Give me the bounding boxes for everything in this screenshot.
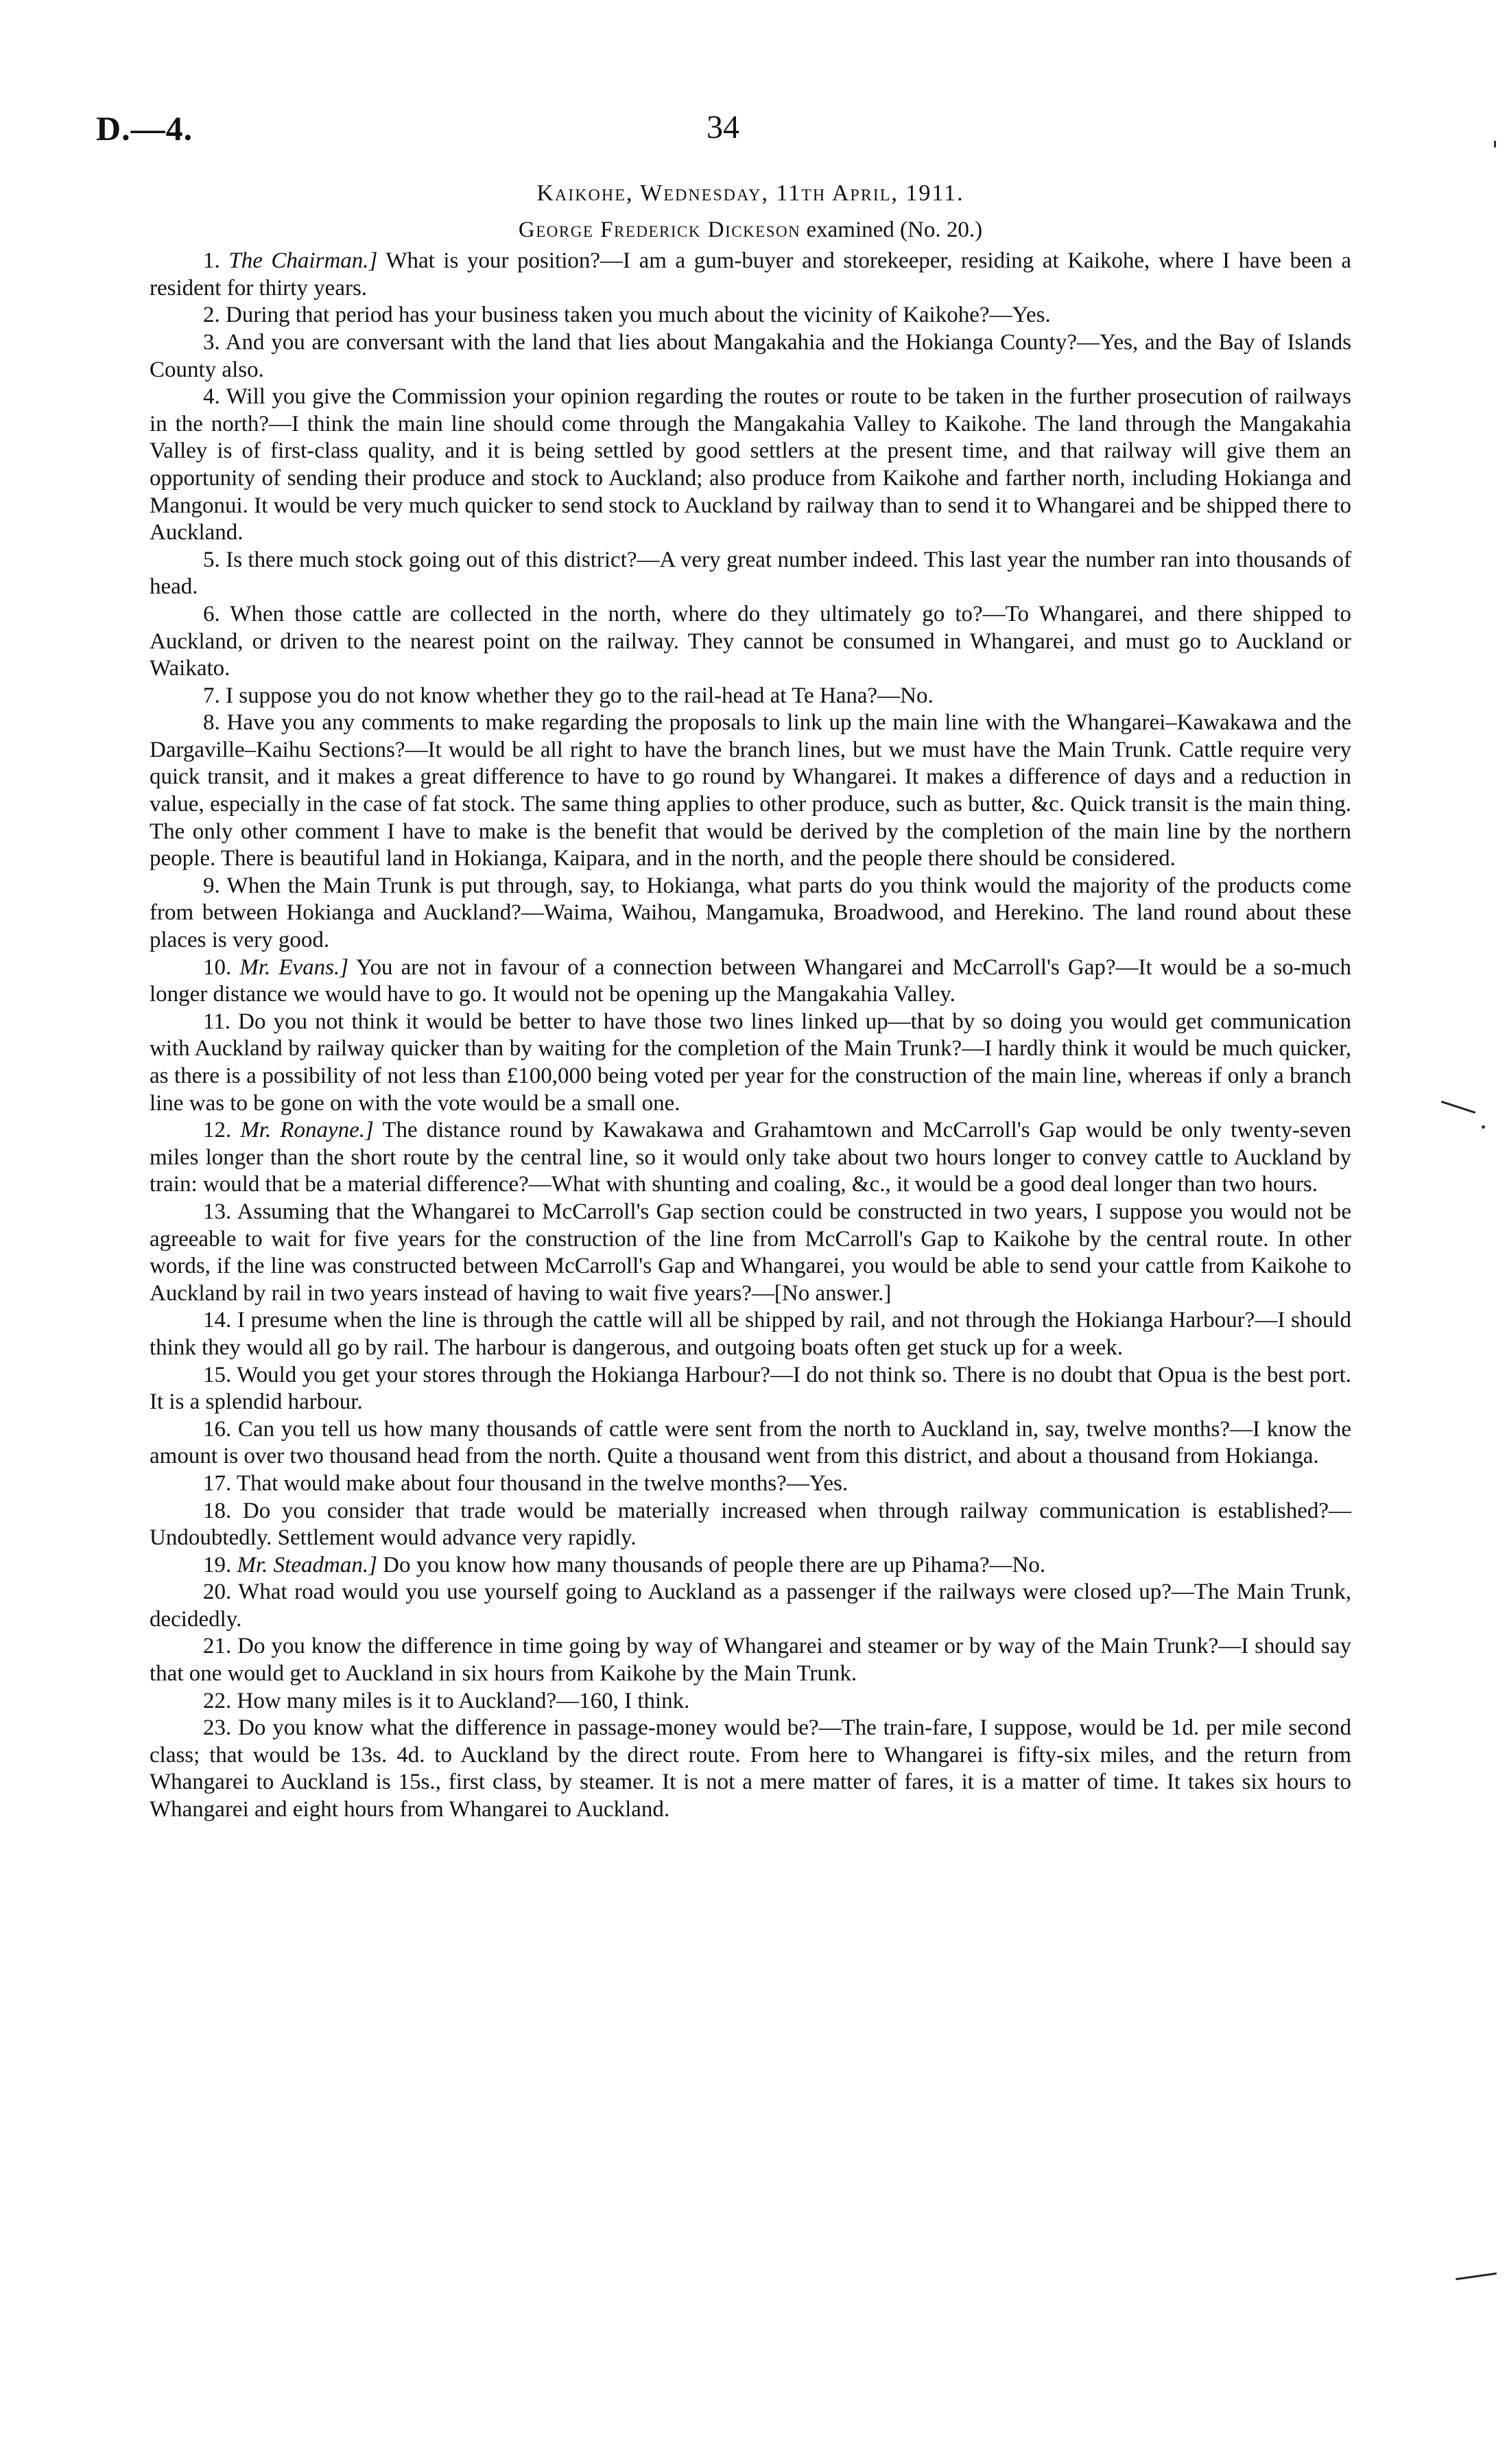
question-paragraph <box>150 1416 1351 1470</box>
question-number: 22. <box>203 1688 232 1713</box>
question-paragraph <box>150 1498 1351 1552</box>
question-text: And you are conversant with the land that lies about Mangakahia and the Hokianga County?—Yes, and the Bay of Islands County also. <box>150 329 1351 382</box>
margin-dot <box>1482 1125 1485 1129</box>
question-number: 9. <box>203 873 220 898</box>
question-number: 4. <box>203 384 220 410</box>
question-number: 20. <box>203 1580 232 1605</box>
question-paragraph <box>150 1633 1351 1687</box>
question-text: Assuming that the Whangarei to McCarroll's Gap section could be constructed in two years, I suppose you would not be agreeable to wait for five years for the construction of the line from McCarroll's Gap to Kaikohe by the central route. In other words, if the line was constructed between McCarroll's Gap and Whangarei, you would be able to send your cattle from Kaikohe to Auckland by rail in two years instead of having to wait five years?—[No answer.] <box>150 1199 1351 1306</box>
dateline: Kaikohe, Wednesday, 11th April, 1911. <box>536 180 964 206</box>
question-number: 19. <box>203 1552 232 1577</box>
question-paragraph <box>150 1199 1351 1307</box>
question-text: Do you know the difference in time going by way of Whangarei and steamer or by way of the Main Trunk?—I should say that one would get to Auckland in six hours from Kaikohe by the Main Trunk. <box>150 1634 1351 1687</box>
question-number: 11. <box>203 1009 231 1034</box>
question-text: Have you any comments to make regarding the proposals to link up the main line with the Whangarei–Kawakawa and the Dargaville–Kaihu Sections?—It would be all right to have the branch lines, but we must have the Main Trunk. Cattle require very quick transit, and it makes a great difference to have to go round by Whangarei. It makes a difference of days and a reduction in value, especially in the case of fat stock. The same thing applies to other produce, such as butter, &c. Quick transit is the main thing. The only other comment I have to make is the benefit that would be derived by the completion of the main line by the northern people. There is beautiful land in Hokianga, Kaipara, and in the north, and the people there should be considered. <box>150 710 1351 871</box>
question-text: Do you know what the difference in passage-money would be?—The train-fare, I suppose, would be 1d. per mile second class; that would be 13s. 4d. to Auckland by the direct route. From here to Whangarei is fifty-six miles, and the return from Whangarei to Auckland is 15s., first class, by steamer. It is not a mere matter of fares, it is a matter of time. It takes six hours to Whangarei and eight hours from Whangarei to Auckland. <box>150 1715 1352 1822</box>
speaker-label: Mr. Ronayne.] <box>240 1118 374 1143</box>
question-number: 7. <box>203 683 220 708</box>
question-paragraph <box>150 1362 1351 1416</box>
question-text: How many miles is it to Auckland?—160, I think. <box>237 1688 690 1713</box>
question-paragraph <box>150 248 1351 302</box>
question-paragraph <box>150 329 1351 384</box>
speaker-label: Mr. Evans.] <box>239 954 349 980</box>
question-number: 23. <box>203 1715 232 1741</box>
question-number: 5. <box>203 547 220 572</box>
speaker-label: Mr. Steadman.] <box>237 1552 377 1577</box>
question-paragraph <box>150 1715 1351 1823</box>
question-number: 1. <box>203 248 220 274</box>
question-paragraph <box>150 302 1351 329</box>
question-number: 17. <box>203 1470 232 1496</box>
question-number: 21. <box>203 1634 232 1659</box>
witness-name: George Frederick Dickeson <box>518 217 801 242</box>
question-text: You are not in favour of a connection between Whangarei and McCarroll's Gap?—It would be a so-much longer distance we would have to go. It would not be opening up the Mangakahia Valley. <box>150 954 1351 1007</box>
question-paragraph <box>150 954 1351 1009</box>
question-paragraph <box>150 709 1351 873</box>
question-text: Do you know how many thousands of people there are up Pihama?—No. <box>383 1552 1046 1577</box>
question-text: That would make about four thousand in the twelve months?—Yes. <box>236 1470 849 1496</box>
document-body <box>150 180 1351 1824</box>
question-list <box>150 248 1351 1823</box>
question-number: 16. <box>203 1416 232 1442</box>
question-number: 12. <box>203 1118 232 1143</box>
question-paragraph <box>150 873 1351 954</box>
question-text: When those cattle are collected in the north, where do they ultimately go to?—To Whangarei, and there shipped to Auckland, or driven to the nearest point on the railway. They cannot be consumed in Whangarei, and must go to Auckland or Waikato. <box>150 601 1352 681</box>
question-number: 8. <box>203 710 220 736</box>
question-text: Do you consider that trade would be materially increased when through railway communication is established?—Undoubtedly. Settlement would advance very rapidly. <box>150 1498 1352 1551</box>
question-text: Would you get your stores through the Hokianga Harbour?—I do not think so. There is no doubt that Opua is the best port. It is a splendid harbour. <box>150 1362 1351 1415</box>
question-number: 13. <box>203 1199 232 1224</box>
question-number: 14. <box>203 1308 232 1333</box>
page-number: 34 <box>707 109 739 145</box>
document-reference: D.—4. <box>96 109 193 148</box>
question-paragraph <box>150 547 1351 601</box>
examined-label: examined <box>806 217 894 242</box>
question-paragraph <box>150 1688 1351 1715</box>
question-number: 18. <box>203 1498 232 1523</box>
question-paragraph <box>150 1552 1351 1580</box>
question-text: Will you give the Commission your opinion regarding the routes or route to be taken in the further prosecution of railways in the north?—I think the main line should come through the Mangakahia Valley to Kaikohe. The land through the Mangakahia Valley is of first-class quality, and it is being settled by good settlers at the present time, and that railway will give them an opportunity of sending their produce and stock to Auckland; also produce from Kaikohe and farther north, including Hokianga and Mangonui. It would be very much quicker to send stock to Auckland by railway than to send it to Whangarei and be shipped there to Auckland. <box>150 384 1351 545</box>
question-number: 2. <box>203 303 220 328</box>
question-text: What road would you use yourself going to Auckland as a passenger if the railways were closed up?—The Main Trunk, decidedly. <box>150 1580 1351 1632</box>
question-paragraph <box>150 1307 1351 1361</box>
witness-number: (No. 20.) <box>900 217 983 242</box>
question-number: 3. <box>203 329 220 355</box>
question-paragraph <box>150 601 1351 683</box>
margin-mark <box>1441 1101 1475 1114</box>
question-text: Is there much stock going out of this district?—A very great number indeed. This last year the number ran into thousands of head. <box>150 547 1351 600</box>
question-paragraph <box>150 1579 1351 1633</box>
question-text: During that period has your business taken you much about the vicinity of Kaikohe?—Yes. <box>226 303 1051 328</box>
question-paragraph <box>150 384 1351 547</box>
question-paragraph <box>150 1117 1351 1199</box>
question-paragraph <box>150 683 1351 710</box>
question-number: 10. <box>203 954 232 980</box>
question-text: When the Main Trunk is put through, say, to Hokianga, what parts do you think would the majority of the products come from between Hokianga and Auckland?—Waima, Waihou, Mangamuka, Broadwood, and Herekino. The land round about these places is very good. <box>150 873 1351 953</box>
question-paragraph <box>150 1009 1351 1117</box>
margin-dot <box>1494 141 1496 148</box>
question-text: Can you tell us how many thousands of cattle were sent from the north to Auckland in, say, twelve months?—I know the amount is over two thousand head from the north. Quite a thousand went from this district, and about a thousand from Hokianga. <box>150 1416 1352 1469</box>
question-text: Do you not think it would be better to have those two lines linked up—that by so doing you would get communication with Auckland by railway quicker than by waiting for the completion of the Main Trunk?—I hardly think it would be much quicker, as there is a possibility of not less than £100,000 being voted per year for the construction of the main line, whereas if only a branch line was to be gone on with the vote would be a small one. <box>150 1009 1352 1116</box>
question-number: 15. <box>203 1362 232 1387</box>
question-paragraph <box>150 1470 1351 1498</box>
witness-line <box>150 217 1351 244</box>
question-text: I suppose you do not know whether they go to the rail-head at Te Hana?—No. <box>226 683 934 708</box>
question-text: I presume when the line is through the cattle will all be shipped by rail, and not through the Hokianga Harbour?—I should think they would all go by rail. The harbour is dangerous, and outgoing boats often get stuck up for a week. <box>150 1308 1352 1360</box>
speaker-label: The Chairman.] <box>228 248 378 274</box>
question-number: 6. <box>203 601 220 626</box>
question-text: The distance round by Kawakawa and Grahamtown and McCarroll's Gap would be only twenty-seven miles longer than the short route by the central line, so it would only take about two hours longer to convey cattle to Auckland by train: would that be a material difference?—What with shunting and coaling, &c., it would be a good deal longer than two hours. <box>150 1118 1352 1197</box>
question-text: What is your position?—I am a gum-buyer and storekeeper, residing at Kaikohe, where I have been a resident for thirty years. <box>150 248 1352 301</box>
margin-mark <box>1456 2273 1497 2280</box>
